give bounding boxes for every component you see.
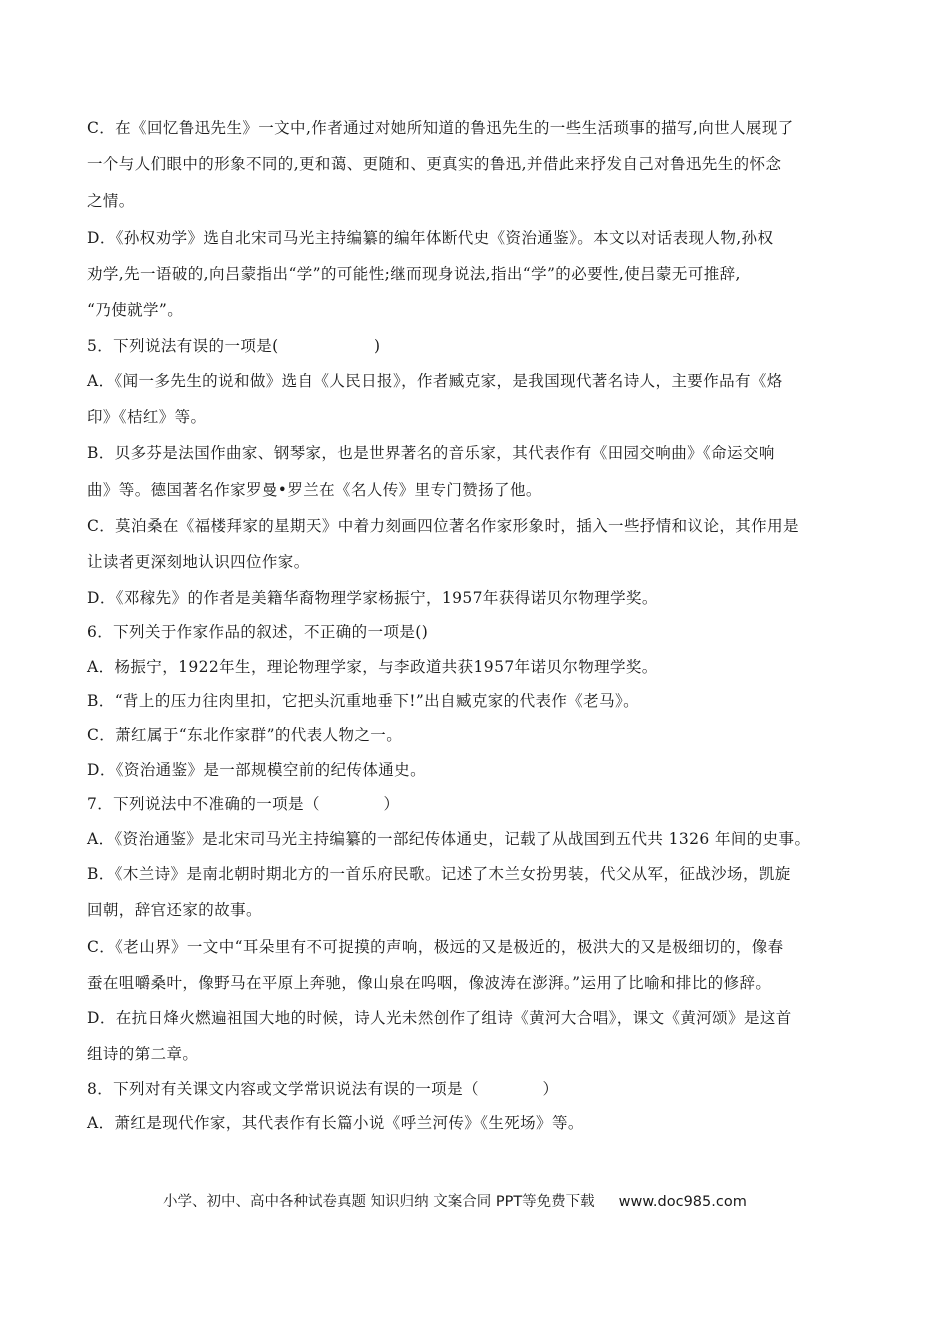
footer-site-link[interactable]: www.doc985.com: [618, 1194, 747, 1210]
question-7: 7．下列说法中不准确的一项是（ ）: [87, 795, 400, 813]
question-5: 5．下列说法有误的一项是( ): [87, 337, 381, 355]
question-6: 6．下列关于作家作品的叙述，不正确的一项是(): [87, 623, 429, 641]
text-line: 曲》等。德国著名作家罗曼•罗兰在《名人传》里专门赞扬了他。: [87, 481, 542, 499]
text-line: 让读者更深刻地认识四位作家。: [87, 553, 310, 571]
text-line: 印》《桔红》等。: [87, 408, 207, 426]
text-line: C．莫泊桑在《福楼拜家的星期天》中着力刻画四位著名作家形象时，插入一些抒情和议论，其作用是: [87, 517, 799, 535]
text-line: A．杨振宁，1922年生，理论物理学家，与李政道共获1957年诺贝尔物理学奖。: [87, 658, 658, 676]
text-line: 回朝，辞官还家的故事。: [87, 901, 262, 919]
text-line: C．萧红属于“东北作家群”的代表人物之一。: [87, 726, 403, 744]
text-line: D．在抗日烽火燃遍祖国大地的时候，诗人光未然创作了组诗《黄河大合唱》，课文《黄河颂》是这首: [87, 1009, 792, 1027]
text-line: B．“背上的压力往肉里扣，它把头沉重地垂下!”出自臧克家的代表作《老马》。: [87, 692, 640, 710]
text-line: “乃使就学”。: [87, 301, 184, 319]
text-line: 蚕在咀嚼桑叶，像野马在平原上奔驰，像山泉在呜咽，像波涛在澎湃。”运用了比喻和排比的修辞。: [87, 974, 772, 992]
text-line: B．《木兰诗》是南北朝时期北方的一首乐府民歌。记述了木兰女扮男装，代父从军，征战沙场，凯旋: [87, 865, 791, 883]
text-line: 一个与人们眼中的形象不同的,更和蔼、更随和、更真实的鲁迅,并借此来抒发自己对鲁迅先生的怀念: [87, 155, 782, 173]
text-line: B．贝多芬是法国作曲家、钢琴家，也是世界著名的音乐家，其代表作有《田园交响曲》《命运交响: [87, 444, 775, 462]
text-line: 组诗的第二章。: [87, 1045, 199, 1063]
text-line: 之情。: [87, 192, 135, 210]
page-footer: [163, 1192, 747, 1212]
text-line: A．《资治通鉴》是北宋司马光主持编纂的一部纪传体通史，记载了从战国到五代共 1326 年间的史事。: [87, 830, 811, 848]
text-line: D．《邓稼先》的作者是美籍华裔物理学家杨振宁，1957年获得诺贝尔物理学奖。: [87, 589, 658, 607]
text-line: C．《老山界》一文中“耳朵里有不可捉摸的声响，极远的又是极近的，极洪大的又是极细切的，像春: [87, 938, 784, 956]
footer-text: 小学、初中、高中各种试卷真题 知识归纳 文案合同 PPT等免费下载: [163, 1194, 595, 1210]
text-line: A．萧红是现代作家，其代表作有长篇小说《呼兰河传》《生死场》等。: [87, 1114, 584, 1132]
text-line: D．《孙权劝学》选自北宋司马光主持编纂的编年体断代史《资治通鉴》。本文以对话表现人物,孙权: [87, 229, 774, 247]
text-line: D．《资治通鉴》是一部规模空前的纪传体通史。: [87, 761, 426, 779]
question-8: 8．下列对有关课文内容或文学常识说法有误的一项是（ ）: [87, 1080, 559, 1098]
text-line: C．在《回忆鲁迅先生》一文中,作者通过对她所知道的鲁迅先生的一些生活琐事的描写,向世人展现了: [87, 119, 794, 137]
text-line: 劝学,先一语破的,向吕蒙指出“学”的可能性;继而现身说法,指出“学”的必要性,使吕蒙无可推辞,: [87, 265, 741, 283]
text-line: A．《闻一多先生的说和做》选自《人民日报》，作者臧克家，是我国现代著名诗人，主要作品有《烙: [87, 372, 783, 390]
